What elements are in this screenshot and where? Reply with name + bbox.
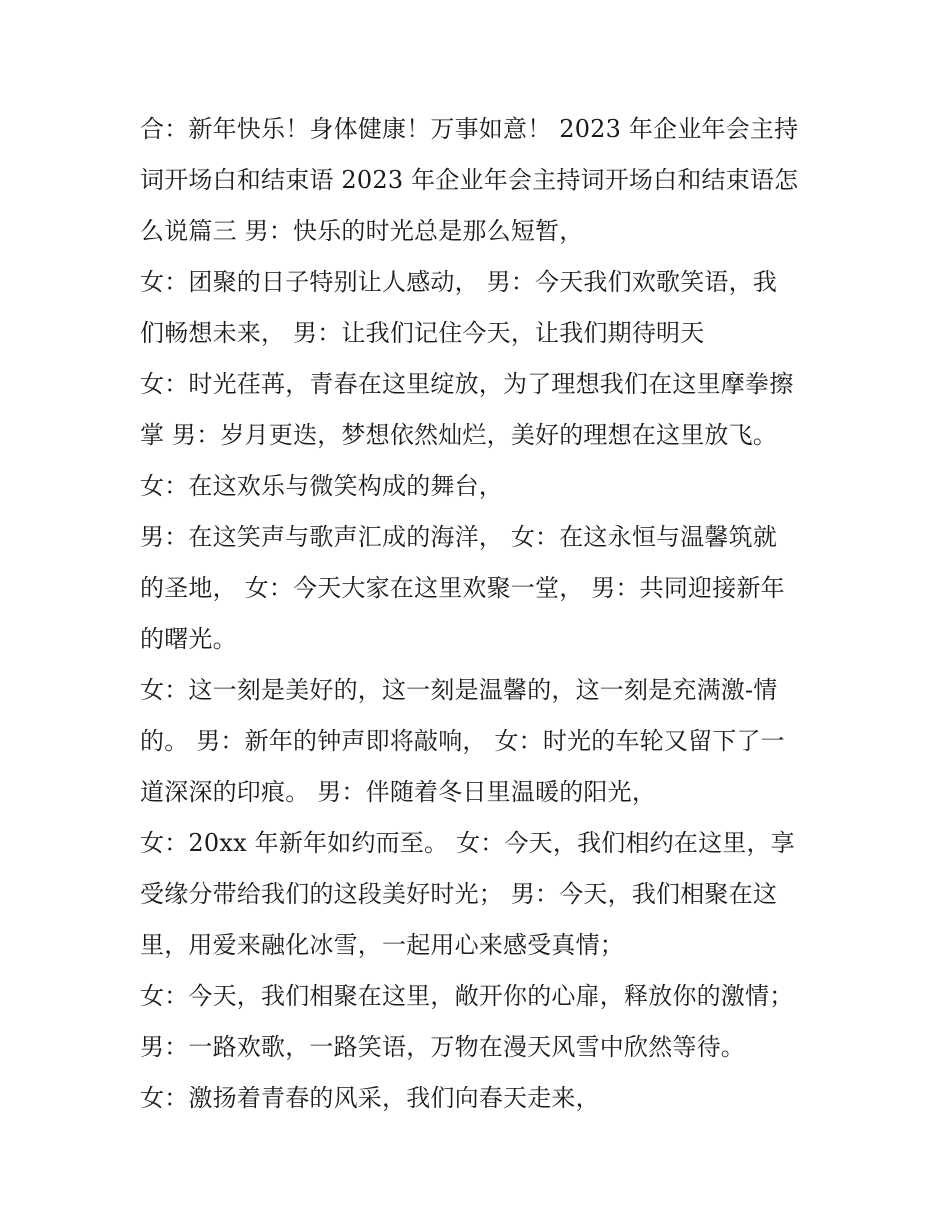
document-body <box>140 104 820 1124</box>
text-line: 女：时光荏苒，青春在这里绽放，为了理想我们在这里摩拳擦 <box>140 370 794 398</box>
text-line: 里，用爱来融化冰雪，一起用心来感受真情； <box>140 931 624 959</box>
text-line: 女：激扬着青春的风采，我们向春天走来， <box>140 1084 600 1112</box>
text-line: 道深深的印痕。 男：伴随着冬日里温暖的阳光， <box>140 778 657 806</box>
text-line: 女：团聚的日子特别让人感动， 男：今天我们欢歌笑语，我 <box>140 268 778 296</box>
text-line: 词开场白和结束语 2023 年企业年会主持词开场白和结束语怎 <box>140 166 799 194</box>
text-line: 女：20xx 年新年如约而至。 女：今天，我们相约在这里，享 <box>140 829 795 857</box>
text-line: 掌 男：岁月更迭，梦想依然灿烂，美好的理想在这里放飞。 <box>140 421 778 449</box>
text-line: 合：新年快乐！身体健康！万事如意！ 2023 年企业年会主持 <box>140 115 799 143</box>
text-line: 男：一路欢歌，一路笑语，万物在漫天风雪中欣然等待。 <box>140 1033 745 1061</box>
text-line: 女：这一刻是美好的，这一刻是温馨的，这一刻是充满激-情 <box>140 676 778 704</box>
text-line: 男：在这笑声与歌声汇成的海洋， 女：在这永恒与温馨筑就 <box>140 523 778 551</box>
text-line: 受缘分带给我们的这段美好时光； 男：今天，我们相聚在这 <box>140 880 778 908</box>
text-line: 女：今天，我们相聚在这里，敞开你的心扉，释放你的激情； <box>140 982 794 1010</box>
text-line: 们畅想未来， 男：让我们记住今天，让我们期待明天 <box>140 319 705 347</box>
text-line: 的曙光。 <box>140 625 237 653</box>
text-line: 女：在这欢乐与微笑构成的舞台， <box>140 472 503 500</box>
text-line: 的。 男：新年的钟声即将敲响， 女：时光的车轮又留下了一 <box>140 727 785 755</box>
text-line: 的圣地， 女：今天大家在这里欢聚一堂， 男：共同迎接新年 <box>140 574 785 602</box>
text-line: 么说篇三 男：快乐的时光总是那么短暂， <box>140 217 584 245</box>
